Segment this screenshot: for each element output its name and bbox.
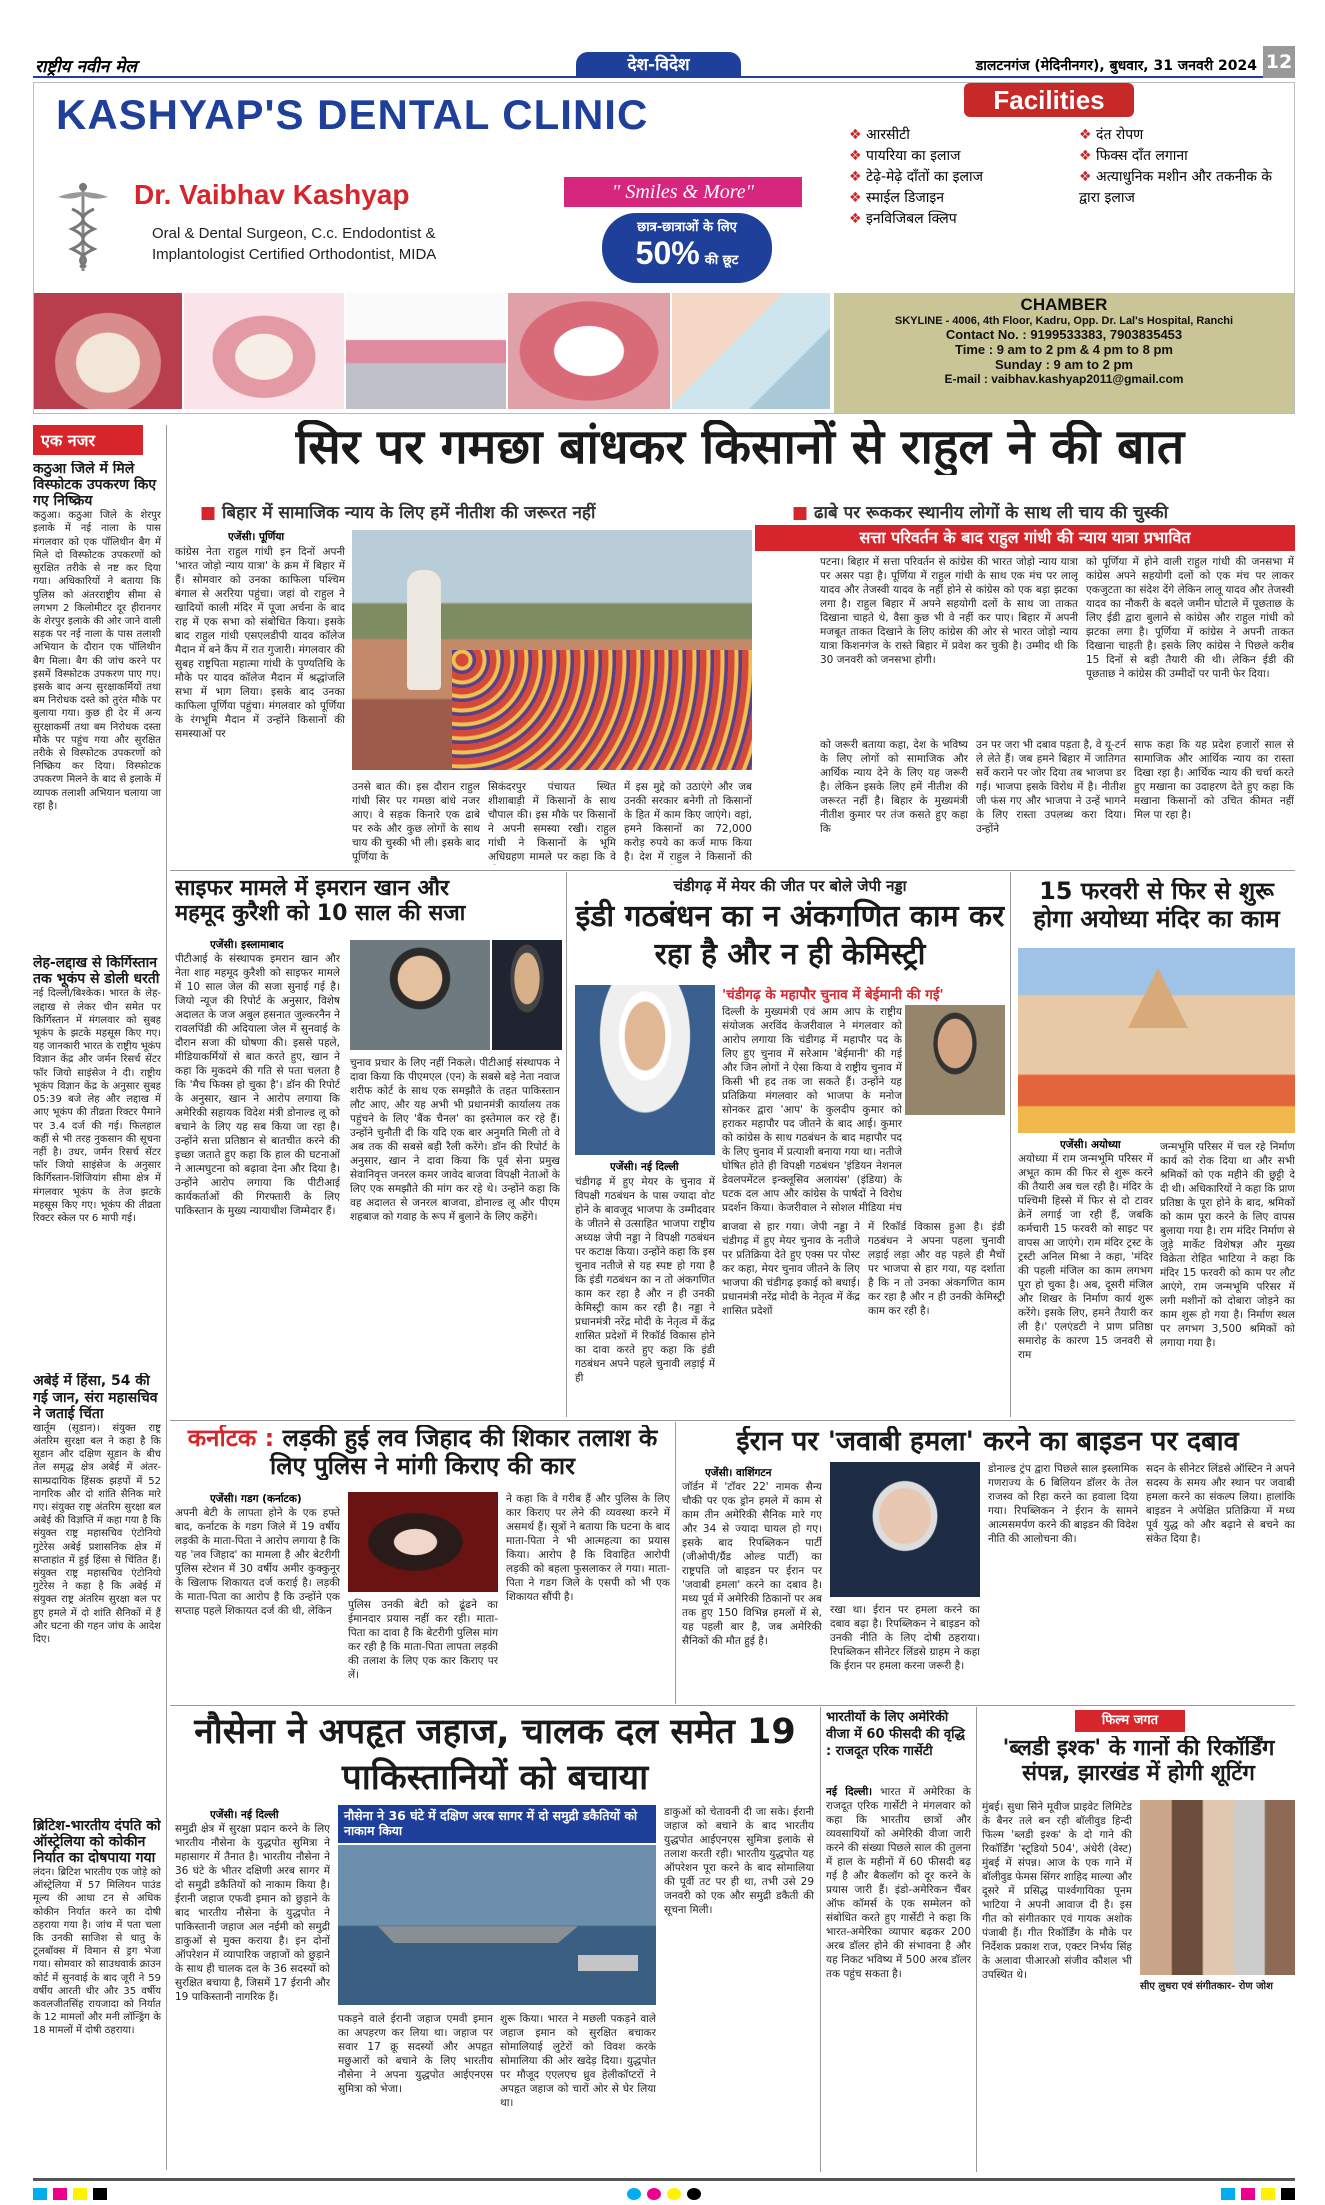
ayodhya-col1: अयोध्या में राम जन्मभूमि परिसर में अभूत काम की फिर से शुरू करने की तैयारी अब चल रही है। मंदिर के पश्चिमी हिस्से में फिर से दो टावर क्रेनें लगाई जा रही हैं, जबकि कर्मचारी 15 फरवरी को साइट पर वापस आ जाएंगे। राम मंदिर ट्रस्ट के ट्रस्टी अनिल मिश्रा ने कहा, 'मंदिर की पहली मंजिल का काम लगभग पूरा हो चुका है। अब, दूसरी मंजिल और शिखर के निर्माण कार्य शुरू करेंगे। इसके लिए, हमने तैयारी कर ली है।' एलएंडटी ने प्राण प्रतिष्ठा समारोह के कारण 15 जनवरी से राम bbox=[1018, 1153, 1153, 1361]
divider bbox=[675, 1422, 676, 1704]
divider bbox=[976, 1707, 977, 2172]
offer-percent: 50% bbox=[635, 235, 700, 271]
denture-photo bbox=[34, 293, 182, 409]
sidebar-label: एक नजर bbox=[33, 425, 143, 455]
karnataka-label: कर्नाटक : bbox=[187, 1425, 275, 1452]
divider bbox=[1010, 872, 1011, 1417]
chamber-sunday: Sunday : 9 am to 2 pm bbox=[995, 357, 1133, 372]
chamber-time: Time : 9 am to 2 pm & 4 pm to 8 pm bbox=[955, 342, 1173, 357]
dental-clinic-ad bbox=[33, 82, 1295, 414]
facility-item: ❖ स्माईल डिजाइन bbox=[849, 190, 945, 206]
nadda-col3: में रिकॉर्ड विकास हुआ है। इंडी गठबंधन ने अपना पहला चुनावी लड़ाई लड़ा और वह पहले ही मैचों पर भाजपा से हार गया, यह दर्शाता है कि न तो उनका अंकगणित काम कर रहा है और न ही उनकी केमिस्ट्री काम कर रही है। bbox=[868, 1221, 1005, 1317]
temple-shikhar bbox=[1128, 968, 1188, 1028]
facility-item: ❖ इनविजिबल क्लिप bbox=[849, 211, 957, 227]
qureshi-photo bbox=[492, 940, 562, 1050]
lead-col2: उनसे बात की। इस दौरान राहुल गांधी सिर पर गमछा बांधे नजर आए। वे सड़क किनारे एक ढाबे पर रुके और कुछ लोगों के साथ चाय की चुस्की भी ली। इसके बाद पूर्णिया के bbox=[352, 781, 480, 863]
facilities-right bbox=[1079, 125, 1279, 209]
navy-col4: डाकुओं को चेतावनी दी जा सके। ईरानी जहाज को बचाने के बाद भारतीय युद्धपोत आईएनएस सुमित्रा इलाके से तलाश करती रही। भारतीय युद्धपोत यह ऑपरेशन पूरा करने के बाद सोमालिया की पूर्वी तट पर ही था, तभी उसे 29 जनवरी को एक और समुद्री डकैती की सूचना मिली। bbox=[664, 1806, 814, 1916]
iran-dateline: एजेंसी। वाशिंगटन bbox=[705, 1467, 772, 1479]
film-photo-caption: सीए लुधरा एवं संगीतकार- रोण जोश bbox=[1140, 1981, 1273, 1992]
sidebar-item-head: लेह-लद्दाख से किर्गिस्तान तक भूकंप से डोली धरती bbox=[33, 955, 160, 988]
sidebar-item-body: कठुआ। कठुआ जिले के शेरपुर इलाके में नई नाला के पास मंगलवार को एक पॉलिथीन बैग में मिले दो विस्फोटक उपकरणों को सुरक्षित तरीके से नष्ट कर दिया गया। अधिकारियों ने बताया कि पुलिस को अंतरराष्ट्रीय सीमा से लगभग 2 किलोमीटर दूर हीरानगर के शेरपुर इलाके की ओर जाने वाली सड़क पर नई नाला के पास तलाशी अभियान के दौरान एक पॉलिथीन बैग मिला। बैग की जांच करने पर इसमें विस्फोटक उपकरण पाए गए। इसके बाद अन्य सुरक्षाकर्मियों तथा बम निरोधक दस्ते को तुरंत मौके पर बुलाया गया। कुछ ही देर में अन्य सुरक्षाकर्मी तथा बम निरोधक दस्ता मौके पर पहुंच गया और सुरक्षित तरीके से विस्फोटक उपकरणों को निष्क्रिय कर दिया। विस्फोटक उपकरण मिलने के बाद से इलाके में व्यापक तलाशी अभियान चलाया जा रहा है। bbox=[33, 510, 161, 812]
sidebar-item-head: अबेई में हिंसा, 54 की गई जान, संरा महासचिव ने जताई चिंता bbox=[33, 1373, 158, 1422]
visa-body: नई दिल्ली। भारत में अमेरिका के राजदूत एरिक गार्सेटी ने मंगलवार को कहा कि भारतीय छात्रों और व्यवसायियों को अमेरिकी वीजा जारी करने की संख्या पिछले साल की तुलना में हाल के महीनों में 60 फीसदी बढ़ गई है और बैकलॉग को दूर करने के प्रयास जारी हैं। इंडो-अमेरिकन चैंबर ऑफ कॉमर्स के एक सम्मेलन को संबोधित करते हुए गार्सेटी ने कहा कि भारत-अमेरिका व्यापार बढ़कर 200 अरब डॉलर होने की संभावना है और यह निकट भविष्य में 500 अरब डॉलर तक पहुंच सकता है। bbox=[826, 1786, 971, 1980]
imran-photo bbox=[350, 940, 490, 1050]
doctor-qual-2: Implantologist Certified Orthodontist, MIDA bbox=[152, 246, 437, 263]
imran-dateline: एजेंसी। इस्लामाबाद bbox=[210, 939, 284, 951]
ayodhya-headline: 15 फरवरी से फिर से शुरू होगा अयोध्या मंदिर का काम bbox=[1033, 878, 1280, 933]
sidebar-item-head: ब्रिटिश-भारतीय दंपति को ऑस्ट्रेलिया को कोकीन निर्यात का दोषपाया गया bbox=[33, 1817, 161, 1866]
divider bbox=[820, 1707, 821, 2172]
speaker-figure bbox=[407, 570, 441, 690]
smile-photo bbox=[508, 293, 670, 409]
sidebar-item-head: कठुआ जिले में मिले विस्फोटक उपकरण किए गए निष्क्रिय bbox=[33, 461, 157, 510]
divider bbox=[566, 872, 567, 1417]
masthead-bar bbox=[33, 52, 1295, 78]
sidebar-item-body: लंदन। ब्रिटिश भारतीय एक जोड़े को ऑस्ट्रेलिया में 57 मिलियन पाउंड मूल्य की आधा टन से अधिक कोकीन निर्यात करने का दोषी ठहराया गया है। जांच में पता चला कि उनकी साजिश से धातु के टूलबॉक्स में विमान से ड्रग भेजा गया। सोमवार को साउथवार्क क्राउन कोर्ट में सुनवाई के बाद जूरी ने 59 वर्षीय आरती धीर और 35 वर्षीय कवलजीतसिंह रायजादा को निर्यात के 12 मामलों और मनी लॉन्ड्रिंग के 18 मामलों में दोषी ठहराया। bbox=[33, 1867, 161, 2037]
imran-headline: साइफर मामले में इमरान खान और महमूद कुरैशी को 10 साल की सजा bbox=[175, 876, 466, 927]
facility-item: ❖ दंत रोपण bbox=[1079, 127, 1144, 143]
karnataka-col1: अपनी बेटी के लापता होने के एक हफ्ते बाद, कर्नाटक के गडग जिले में 19 वर्षीय लड़की के माता-पिता ने आरोप लगाया है कि यह 'लव जिहाद' का मामला है और बेटरीगी पुलिस स्टेशन में 30 वर्षीय अमीर कुक्कुनूर के खिलाफ शिकायत दर्ज कराई है। लड़की के माता-पिता का आरोप है कि उन्होंने एक सप्ताह पहले शिकायत दर्ज की थी, लेकिन bbox=[175, 1507, 340, 1617]
facility-item: ❖ फिक्स दाँत लगाना bbox=[1079, 148, 1188, 164]
biden-photo bbox=[830, 1462, 980, 1597]
lead-bcol1: पटना। बिहार में सत्ता परिवर्तन से कांग्रेस की भारत जोड़ो न्याय यात्रा पर असर पड़ा है। पूर्णिया में राहुल गांधी के साथ एक मंच पर लालू यादव और तेजस्वी यादव के नहीं होने से कांग्रेस को एक बड़ा झटका लगा है। राहुल बिहार में अपने सहयोगी दलों के साथ जा ताकत दिखाना चाहते थे, वैसा कुछ भी वे नहीं कर पाए। बिहार में अपनी मजबूत ताकत दिखाने के लिए कांग्रेस की ओर से भारत जोड़ो न्याय यात्रा किशनगंज के रास्ते बिहार में प्रवेश कर चुकी है। उम्मीद थी कि 30 जनवरी को जनसभा होगी। bbox=[820, 556, 1078, 666]
karnataka-col3: ने कहा कि वे गरीब हैं और पुलिस के लिए कार किराए पर लेने की व्यवस्था करने में असमर्थ हैं। सूत्रों ने बताया कि घटना के बाद माता-पिता ने भी आत्महत्या का प्रयास किया। आरोप है कि विवाहित आरोपी लड़की को बहला फुसलाकर ले गया। माता-पिता ने गडग जिले के एसपी को भी एक शिकायत सौंपी है। bbox=[506, 1493, 670, 1603]
facilities-left bbox=[849, 125, 1069, 230]
rahul-rally-photo bbox=[352, 530, 752, 770]
navy-warship-photo bbox=[338, 1845, 656, 2005]
nadda-headline: इंडी गठबंधन का न अंकगणित काम कर रहा है और न ही केमिस्ट्री bbox=[575, 899, 1005, 972]
iran-col3: डोनाल्ड ट्रंप द्वारा पिछले साल इस्लामिक गणराज्य के 6 बिलियन डॉलर के तेल राजस्व को रिहा करने का हवाला दिया गया। रिपब्लिकन ने ईरान के सामने आत्मसमर्पण करने की बाइडन की विदेश नीति की आलोचना की। bbox=[988, 1463, 1138, 1545]
chamber-contact: Contact No. : 9199533383, 7903835453 bbox=[945, 327, 1183, 342]
slogan: " Smiles & More" bbox=[564, 177, 802, 207]
child-dentist-photo bbox=[672, 293, 830, 409]
love-jihad-illustration bbox=[348, 1492, 498, 1592]
partial-denture-photo bbox=[184, 293, 344, 409]
navy-dateline: एजेंसी। नई दिल्ली bbox=[210, 1809, 279, 1821]
nadda-quote-body: दिल्ली के मुख्यमंत्री एवं आम आप के राष्ट्रीय संयोजक अरविंद केजरीवाल ने मंगलवार को आरोप लगाया कि चंडीगढ़ में महापौर पद के लिए हुए चुनाव में सरेआम 'बेईमानी' की गई और जिन लोगों ने ऐसा किया वे राष्ट्रीय चुनाव में किसी भी हद तक जा सकते हैं। उन्होंने यह प्रतिक्रिया मंगलवार को भाजपा के मनोज सोनकर द्वारा 'आप' के कुलदीप कुमार को हराकर महापौर पद जीतने के बाद आई। कुमार को कांग्रेस के साथ गठबंधन के बाद महापौर पद के लिए चुनाव में प्रत्याशी बनाया गया था। नतीजे घोषित होते ही विपक्षी गठबंधन 'इंडियन नेशनल डेवलपमेंटल इन्क्लूसिव अलायंस' (इंडिया) के घटक दल आप और कांग्रेस के पार्षदों ने विरोध प्रदर्शन किया। केजरीवाल ने सोशल मीडिया मंच bbox=[722, 1006, 902, 1214]
section-divider bbox=[170, 870, 1295, 871]
ram-mandir-photo bbox=[1018, 948, 1295, 1133]
caduceus-icon bbox=[52, 179, 114, 273]
lead-dateline: एजेंसी। पूर्णिया bbox=[228, 531, 285, 543]
iran-col4: सदन के सीनेटर लिंडसे ऑस्टिन ने अपने सदस्य के समय और स्थान पर जवाबी हमला करने का संकल्प लिया। हालांकि बाइडन ने अपेक्षित प्रतिक्रिया में मध्य पूर्व युद्ध को और बढ़ाने से बचने का संकेत दिया है। bbox=[1146, 1463, 1295, 1545]
registration-marks bbox=[33, 2188, 1295, 2200]
warship bbox=[378, 1915, 578, 1943]
karnataka-dateline: एजेंसी। गडग (कर्नाटक) bbox=[210, 1493, 302, 1505]
chamber-address: SKYLINE - 4006, 4th Floor, Kadru, Opp. Dr. Lal's Hospital, Ranchi bbox=[894, 315, 1234, 327]
lead-bcol2: को पूर्णिया में होने वाली राहुल गांधी की जनसभा में कांग्रेस अपने सहयोगी दलों को एक मंच पर लाकर एकजुटता का संदेश देंगे लेकिन लालू यादव और तेजस्वी यादव का नौकरी के बदले जमीन घोटाले में पूछताछ के लिए ईडी द्वारा बुलाने से कांग्रेस और राहुल गांधी को झटका लगा है। पूर्णिया में कांग्रेस ने अपनी ताकत दिखाना चाहती है। इसके लिए कांग्रेस ने पिछले करीब 15 दिनों से बड़ी तैयारी की थी। लेकिन ईडी की पूछताछ ने कांग्रेस की उम्मीदों पर पानी फेर दिया। bbox=[1086, 556, 1294, 680]
implant-photo bbox=[346, 293, 506, 409]
imran-col1: पीटीआई के संस्थापक इमरान खान और नेता शाह महमूद कुरैशी को साइफर मामले में 10 साल जेल की सजा सुनाई गई है। जियो न्यूज की रिपोर्ट के अनुसार, विशेष अदालत के जज अबुल हसनात जुल्करनैन ने रावलपिंडी की अदियाला जेल में सुनवाई के दौरान सजा की घोषणा की। इससे पहले, मीडियाकर्मियों से बात करते हुए, खान ने कहा कि मुकदमे की गति से पता चलता है कि 'मैच फिक्स हो चुका है'। डॉन की रिपोर्ट के अनुसार, खान ने आरोप लगाया कि अमेरिकी सहायक विदेश मंत्री डोनाल्ड लू को बचाने के लिए यह सब किया जा रहा है। उन्होंने सत्ता प्रतिष्ठान से बातचीत करने की इच्छा जताते हुए कहा कि हाल की घटनाओं ने आत्मघुटना को बढ़ावा देना और दिया है। उन्होंने आरोप लगाया कि पीटीआई कार्यकर्ताओं की गिरफ्तारी के लिए पाकिस्तान के मुख्य न्यायाधीश जिम्मेदार हैं। bbox=[175, 953, 340, 1217]
nadda-kicker: चंडीगढ़ में मेयर की जीत पर बोले जेपी नड्डा bbox=[673, 877, 907, 895]
film-body: मुंबई। सुधा सिने मूवीज प्राइवेट लिमिटेड के बैनर तले बन रही बॉलीवुड हिन्दी फिल्म 'ब्लडी इश्क' के दो गाने की रिकॉर्डिंग 'स्टूडियो 504', अंधेरी (वेस्ट) मुंबई में संपन्न। आज के एक गाने में बॉलीवुड फेमस सिंगर शाहिद माल्या और दूसरे में प्रसिद्ध पार्श्वगायिका पूनम भाटिया ने अपनी आवाज दी है। इस गीत को संगीतकार एवं गायक अशोक पंजाबी हैं। गीत रिकॉर्डिंग के मौके पर निर्देशक प्रकाश राज, एक्टर निर्भय सिंह के अलावा पीआरओ संजीव कौशल भी उपस्थित थे। bbox=[982, 1801, 1132, 1981]
facility-item: ❖ आरसीटी bbox=[849, 127, 910, 143]
offer-badge bbox=[602, 213, 772, 283]
lead-bcol3: को जरूरी बताया कहा, देश के भविष्य के लिए लोगों को सामाजिक और आर्थिक न्याय देने के लिए यह जरूरी है। लेकिन इसके लिए हमें नीतीश की जरूरत नहीं है। बिहार के मुख्यमंत्री नीतीश कुमार पर तंज कसते हुए कहा कि bbox=[820, 739, 968, 835]
navy-col3: शुरू किया। भारत ने मछली पकड़ने वाले जहाज इमान को सुरक्षित बचाकर सोमालियाई लुटेरों को विवश करके सोमालिया की ओर खदेड़ दिया। युद्धपोत पर मौजूद एएलएच ध्रुव हेलीकॉप्टरों ने अपहृत जहाज को चारों ओर से घेर लिया था। bbox=[500, 2013, 656, 2109]
nadda-photo bbox=[575, 985, 715, 1155]
lead-banner: सत्ता परिवर्तन के बाद राहुल गांधी की न्याय यात्रा प्रभावित bbox=[755, 525, 1295, 551]
lead-bcol5: साफ कहा कि यह प्रदेश हजारों साल से सामाजिक और आर्थिक न्याय का रास्ता दिखा रहा है। आर्थिक न्याय की चर्चा करते हुए मखाना का उदाहरण देते हुए कहा कि मखाना किसानों को उचित कीमत नहीं मिल पा रहा है। bbox=[1134, 739, 1294, 821]
chamber-title: CHAMBER bbox=[1020, 295, 1108, 314]
iran-col2: रखा था। ईरान पर हमला करने का दबाव बढ़ा है। रिपब्लिकन ने बाइडन को उनकी नीति के लिए दोषी ठहराया। रिपब्लिकन सीनेटर लिंडसे ग्राहम ने कहा कि ईरान पर हमला करना जरूरी है। bbox=[830, 1604, 980, 1672]
chamber-email: E-mail : vaibhav.kashyap2011@gmail.com bbox=[944, 372, 1184, 386]
sidebar-item-body: नई दिल्ली/बिश्केक। भारत के लेह-लद्दाख से लेकर चीन समेत पर किर्गिस्तान में मंगलवार को सुबह भूकंप के झटके महसूस किए गए। यह जानकारी भारत के राष्ट्रीय भूकंप विज्ञान केंद्र और जर्मन रिसर्च सेंटर फॉर जियो साइंसेज ने दी। राष्ट्रीय भूकंप विज्ञान केंद्र के अनुसार सुबह 05:39 बजे लेह और लद्दाख में आए भूकंप की तीव्रता रिक्टर पैमाने पर 3.4 दर्ज की गई। फिलहाल कहीं से भी तरह नुकसान की सूचना नहीं है। उधर, जर्मन रिसर्च सेंटर फॉर जियो साइंसेज के अनुसार किर्गिस्तान-शिंजियांग सीमा क्षेत्र में मंगलवार भूकंप के तेज झटके महसूस किए गए। भूकंप की तीव्रता रिक्टर स्केल पर 6 मापी गई। bbox=[33, 988, 161, 1224]
navy-photo-caption: नौसेना ने 36 घंटे में दक्षिण अरब सागर में दो समुद्री डकैतियों को नाकाम किया bbox=[338, 1805, 656, 1843]
visa-headline: भारतीयों के लिए अमेरिकी वीजा में 60 फीसदी की वृद्धि : राजदूत एरिक गार्सेटी bbox=[826, 1710, 965, 1759]
section-divider bbox=[170, 1420, 1295, 1421]
bottom-rule bbox=[33, 2178, 1295, 2181]
iran-col1: जॉर्डन में 'टॉवर 22' नामक सैन्य चौकी पर एक ड्रोन हमले में काम से काम तीन अमेरिकी सैनिक मारे गए और 34 से ज्यादा घायल हो गए। इसके बाद रिपब्लिकन पार्टी (जीओपी/ग्रैंड ओल्ड पार्टी) का राष्ट्रपति जो बाइडन पर ईरान पर 'जवाबी हमला' करने का दबाव है। मध्य पूर्व में अमेरिकी ठिकानों पर अब तक हुए 150 विभिन्न हमलों में से, यह पहली बार है, जब अमेरिकी सैनिकों की मौत हुई है। bbox=[682, 1481, 822, 1647]
sidebar-divider bbox=[166, 425, 167, 2170]
ayodhya-col2: जन्मभूमि परिसर में चल रहे निर्माण कार्य को रोक दिया था और सभी श्रमिकों को एक महीने की छुट्टी दे दी थी। अधिकारियों ने कहा कि प्राण प्रतिष्ठा के पूरा होने के बाद, श्रमिकों को काम पूरा करने के लिए वापस बुलाया गया है। राम मंदिर निर्माण से जुड़े मार्केट विशेषज्ञ और मुख्य विक्रेता रोहित भाटिया ने कहा कि मंदिर 15 फरवरी को काम पर लौट आएंगे, राम जन्मभूमि परिसर में लगी मशीनों को दोबारा जोड़ने का काम शुरू हो गया है। निर्माण स्थल पर लगभग 3,500 श्रमिकों को लगाया गया है। bbox=[1160, 1141, 1295, 1349]
nadda-col1: चंडीगढ़ में हुए मेयर के चुनाव में विपक्षी गठबंधन के पास ज्यादा वोट होने के बावजूद भाजपा के उम्मीदवार के जीतने से उत्साहित भाजपा राष्ट्रीय अध्यक्ष जेपी नड्डा ने विपक्षी गठबंधन पर कटाक्ष किया। उन्होंने कहा कि इस चुनाव नतीजे से यह स्पष्ट हो गया है कि इंडी गठबंधन का न तो अंकगणित काम कर रहा है और न ही उनकी केमिस्ट्री काम कर रही है। नड्डा ने प्रधानमंत्री नरेंद्र मोदी के नेतृत्व में केंद्र शासित प्रदेशों में रिकॉर्ड विकास होने का दावा करते हुए कहा कि इंडी गठबंधन अपने पहले चुनावी लड़ाई में ही bbox=[575, 1176, 715, 1384]
paper-name: राष्ट्रीय नवीन मेल bbox=[35, 57, 137, 77]
offer-suffix: की छूट bbox=[704, 253, 739, 268]
navy-headline: नौसेना ने अपहृत जहाज, चालक दल समेत 19 पाकिस्तानियों को बचाया bbox=[194, 1712, 796, 1798]
doctor-name: Dr. Vaibhav Kashyap bbox=[134, 179, 410, 210]
nadda-dateline: एजेंसी। नई दिल्ली bbox=[610, 1161, 679, 1173]
nadda-quote: 'चंडीगढ़ के महापौर चुनाव में बेईमानी की गई' bbox=[722, 987, 944, 1003]
facility-item: ❖ टेढ़े-मेढ़े दाँतों का इलाज bbox=[849, 169, 984, 185]
facilities-title: Facilities bbox=[964, 83, 1134, 117]
lead-col3: सिकंदरपुर पंचायत स्थित शीशाबाड़ी में किसानों के साथ चौपाल की। इस मौके पर किसानों ने अपनी समस्या रखी। राहुल गांधी ने किसानों के भूमि अधिग्रहण मामले पर कहा कि वे bbox=[488, 781, 616, 863]
nadda-col2: बाजवा से हार गया। जेपी नड्डा ने चंडीगढ़ में हुए मेयर चुनाव के नतीजे पर प्रतिक्रिया देते हुए एक्स पर पोस्ट कर कहा, मेयर चुनाव जीतने के लिए भाजपा की चंडीगढ़ इकाई को बधाई। प्रधानमंत्री नरेंद्र मोदी के नेतृत्व में केंद्र शासित प्रदेशों bbox=[722, 1221, 860, 1317]
navy-col1: समुद्री क्षेत्र में सुरक्षा प्रदान करने के लिए भारतीय नौसेना के युद्धपोत सुमित्रा ने महासागर में तैनात है। भारतीय नौसेना ने 36 घंटे के भीतर दक्षिणी अरब सागर में दो समुद्री डकैतियों को नाकाम किया है। ईरानी जहाज एफवी इमान को छुड़ाने के बाद भारतीय नौसेना के युद्धपोत ने पाकिस्तानी जहाज अल नईमी को समुद्री डाकुओं से मुक्त कराया है। इन दोनों ऑपरेशन में व्यापारिक जहाजों को छुड़ाने के साथ ही चालक दल के 36 सदस्यों को सुरक्षित बचाया है, जिसमें 17 ईरानी और 19 पाकिस्तानी नागरिक हैं। bbox=[175, 1823, 330, 2003]
section-divider bbox=[170, 1705, 1295, 1706]
lead-sub2: ■ ढाबे पर रूककर स्थानीय लोगों के साथ ली चाय की चुस्की bbox=[792, 503, 1168, 523]
dateline: डालटनगंज (मेदिनीनगर), बुधवार, 31 जनवरी 2024 bbox=[975, 58, 1257, 74]
lead-col4: में इस मुद्दे को उठाएंगे और जब उनकी सरकार बनेगी तो किसानों के हित में काम किए जाएंगे। वहां, हमने किसानों का 72,000 करोड़ रुपये का कर्ज माफ किया है। देश में राहुल ने किसानों की bbox=[624, 781, 752, 863]
film-headline: 'ब्लडी इश्क' के गानों की रिकॉर्डिंग संपन्न, झारखंड में होगी शूटिंग bbox=[1002, 1736, 1275, 1787]
facility-item: ❖ पायरिया का इलाज bbox=[849, 148, 961, 164]
film-recording-photo bbox=[1140, 1800, 1295, 1975]
karnataka-headline: कर्नाटक : लड़की हुई लव जिहाद की शिकार तलाश के लिए पुलिस ने मांगी किराए की कार bbox=[187, 1425, 658, 1480]
lead-sub1: ■ बिहार में सामाजिक न्याय के लिए हमें नीतीश की जरूरत नहीं bbox=[200, 503, 596, 523]
imran-col2: चुनाव प्रचार के लिए नहीं निकले। पीटीआई संस्थापक ने दावा किया कि पीएमएल (एन) के सबसे बड़े नेता नवाज शरीफ कोर्ट के साथ एक समझौते के तहत पाकिस्तान लौट आए, और यह अभी भी प्रधानमंत्री कार्यालय तक पहुंचने के लिए 'बैंक चैनल' का इस्तेमाल कर रहे हैं। उन्होंने चुनौती दी कि यदि एक बार अनुमति मिली तो वे अब तक की सबसे बड़ी रैली करेंगे। डॉन की रिपोर्ट के अनुसार, खान ने दावा किया कि पूर्व सेना प्रमुख सेवानिवृत्त जनरल कमर जावेद बाजवा विपक्षी नेताओं के लिए एक समझौते की मांग कर रहे थे। उन्होंने कहा कि वह अदालत से जनरल बाजवा, डोनाल्ड लू और पीएम शहबाज को गवाह के रूप में बुलाने के लिए कहेंगे। bbox=[350, 1057, 560, 1223]
navy-col2: पकड़ने वाले ईरानी जहाज एमवी इमान का अपहरण कर लिया था। जहाज पर सवार 17 क्रू सदस्यों और अपहृत मछुआरों को बचाने के लिए भारतीय नौसेना ने अपना युद्धपोत आईएनएस सुमित्रा को भेजा। bbox=[338, 2013, 493, 2095]
section-tab: देश-विदेश bbox=[576, 52, 741, 78]
chamber-panel bbox=[834, 293, 1294, 413]
doctor-qual-1: Oral & Dental Surgeon, C.c. Endodontist & bbox=[152, 225, 436, 242]
lead-col1: कांग्रेस नेता राहुल गांधी इन दिनों अपनी 'भारत जोड़ो न्याय यात्रा' के क्रम में बिहार में हैं। सोमवार को उनका काफिला पश्चिम बंगाल से अररिया पहुंचा। जहां वो राहुल ने खादियों काली मंदिर में पूजा अर्चना के बाद राह में एक सभा को संबोधित किया। इसके बाद राहुल गांधी एसएलडीपी यादव कॉलेज मैदान में बने कैंप में रात गुजारी। मंगलवार की सुबह राष्ट्रपिता महात्मा गांधी के पुण्यतिथि के मौके पर यादव कॉलेज मैदान में श्रद्धांजलि सभा में भाग लिया। इसके बाद उनका काफिला पूर्णिया पहुंचा। मंगलवार को पूर्णिया के रंगभूमि मैदान में उन्होंने किसानों की समस्याओं पर bbox=[175, 546, 345, 740]
sidebar-ek-nazar bbox=[33, 425, 161, 2175]
crowd bbox=[452, 650, 752, 770]
sidebar-item-body: खार्तूम (सूडान)। संयुक्त राष्ट्र अंतरिम सुरक्षा बल ने कहा है कि सूडान और दक्षिण सूडान के बीच तेल समृद्ध क्षेत्र अबेई में अंतर-साम्प्रदायिक हिंसक झड़पों में 52 नागरिक और दो शांति सैनिक मारे गए। संयुक्त राष्ट्र अंतरिम सुरक्षा बल अबेई की विज्ञप्ति में कहा गया है कि संयुक्त राष्ट्र महासचिव एंटोनियो गुटेरेस अबेई प्रशासनिक क्षेत्र में सप्ताहांत में हुई हिंसा से चिंतित हैं। संयुक्त राष्ट्र महासचिव एंटोनियो गुटेरेस ने कहा है कि अबेई में संयुक्त राष्ट्र अंतरिम सुरक्षा बल पर हुए हमले में दो शांति सैनिकों में हैं और घटना की गहन जांच के आदेश दिए। bbox=[33, 1422, 161, 1645]
offer-top: छात्र-छात्राओं के लिए bbox=[637, 220, 737, 235]
page-number: 12 bbox=[1263, 46, 1295, 78]
kejriwal-photo bbox=[905, 1005, 1005, 1115]
film-label: फिल्म जगत bbox=[1075, 1710, 1185, 1732]
lead-headline: सिर पर गमछा बांधकर किसानों से राहुल ने की बात bbox=[295, 420, 1185, 475]
karnataka-col2: पुलिस उनकी बेटी को ढूंढने का ईमानदार प्रयास नहीं कर रही। माता-पिता का दावा है कि बेटरीगी पुलिस मांग कर रही है कि माता-पिता लापता लड़की की तलाश के लिए एक कार किराए पर लें। bbox=[348, 1599, 498, 1681]
small-boat bbox=[578, 1955, 638, 1971]
ayodhya-dateline: एजेंसी। अयोध्या bbox=[1060, 1139, 1121, 1151]
clinic-name: KASHYAP'S DENTAL CLINIC bbox=[56, 91, 649, 138]
facility-item: ❖ अत्याधुनिक मशीन और तकनीक के द्वारा इलाज bbox=[1079, 169, 1273, 206]
iran-headline: ईरान पर 'जवाबी हमला' करने का बाइडन पर दबाव bbox=[736, 1426, 1239, 1457]
lead-bcol4: उन पर जरा भी दबाव पड़ता है, वे यू-टर्न ले लेते हैं। जब हमने बिहार में जातिगत सर्वे कराने पर जोर दिया तब भाजपा डर गई। भाजपा इसके विरोध में है। नीतीश जी फंस गए और भाजपा ने उन्हें भागने के लिए रास्ता उपलब्ध करा दिया। उन्होंने bbox=[976, 739, 1126, 835]
